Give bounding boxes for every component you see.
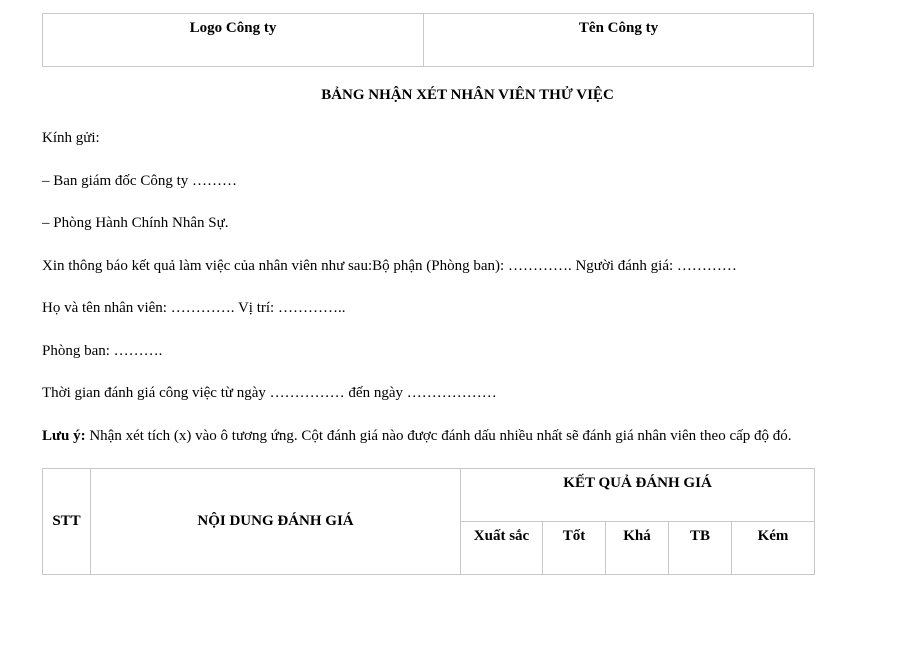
evaluation-period-line: Thời gian đánh giá công việc từ ngày …………… đến ngày ……………… xyxy=(42,385,497,401)
recipient-hr-line: – Phòng Hành Chính Nhân Sự. xyxy=(42,215,229,231)
department-line: Phòng ban: ………. xyxy=(42,343,163,359)
note-label: Lưu ý: xyxy=(42,428,86,444)
employee-name-position-line: Họ và tên nhân viên: …………. Vị trí: ………….. xyxy=(42,300,346,316)
result-header: KẾT QUẢ ĐÁNH GIÁ xyxy=(461,469,815,522)
content-header: NỘI DUNG ĐÁNH GIÁ xyxy=(91,469,461,575)
company-name-cell: Tên Công ty xyxy=(424,14,814,67)
recipient-board-line: – Ban giám đốc Công ty ……… xyxy=(42,173,237,189)
company-logo-cell: Logo Công ty xyxy=(43,14,424,67)
level-good-header: Tốt xyxy=(543,522,606,575)
level-average-header: TB xyxy=(669,522,732,575)
level-excellent-header: Xuất sắc xyxy=(461,522,543,575)
department-evaluator-line: Xin thông báo kết quả làm việc của nhân viên như sau:Bộ phận (Phòng ban): …………. Người đánh giá: ………… xyxy=(42,258,737,274)
level-fair-header: Khá xyxy=(606,522,669,575)
salutation-line: Kính gửi: xyxy=(42,130,100,146)
company-header-table xyxy=(42,13,814,67)
stt-header: STT xyxy=(43,469,91,575)
document-title: BẢNG NHẬN XÉT NHÂN VIÊN THỬ VIỆC xyxy=(321,87,614,103)
note-text: Nhận xét tích (x) vào ô tương ứng. Cột đánh giá nào được đánh dấu nhiều nhất sẽ đánh giá nhân viên theo cấp độ đó. xyxy=(85,428,792,444)
level-poor-header: Kém xyxy=(732,522,815,575)
evaluation-table xyxy=(42,468,815,575)
note-line xyxy=(42,428,792,445)
